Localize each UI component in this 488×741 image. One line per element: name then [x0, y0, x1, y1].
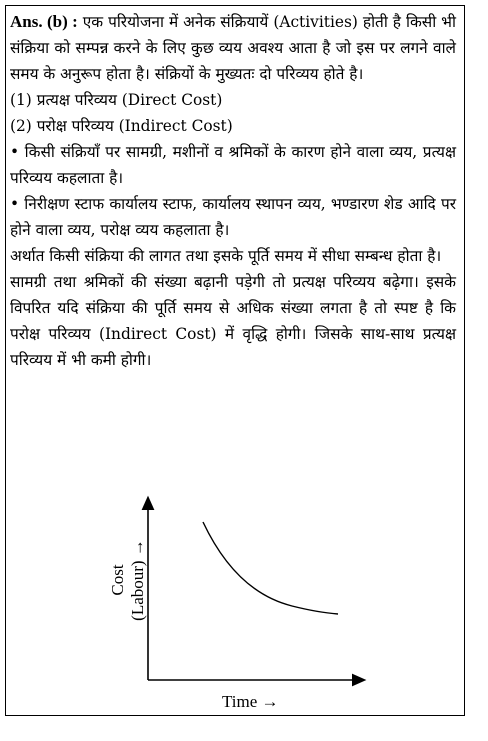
paragraph-intro: [10, 9, 456, 87]
paragraph-relation: अर्थात किसी संक्रिया की लागत तथा इसके पूर्ति समय में सीधा सम्बन्ध होता है।: [10, 247, 442, 265]
x-axis-label: Time →: [222, 692, 279, 711]
intro-text: एक परियोजना में अनेक संक्रियायें (Activities) होती है किसी भी संक्रिया को सम्पन्न करने के लिए कुछ व्यय अवश्य आता है जो इस पर लगने वाले समय के अनुरूप होता है। संक्रियों के मुख्यतः दो परिव्यय होते है।: [10, 13, 456, 83]
answer-label: Ans. (b) :: [10, 12, 78, 31]
cost-time-graph: [0, 480, 488, 736]
y-axis-label-text: [108, 539, 148, 621]
y-axis-label-line2: (Labour) →: [128, 539, 147, 621]
bullet-indirect-cost: • निरीक्षण स्टाफ कार्यालय स्टाफ, कार्यालय स्थापन व्यय, भण्डारण शेड आदि पर होने वाला व्यय, परोक्ष व्यय कहलाता है।: [10, 195, 456, 239]
list-item-indirect-cost: (2) परोक्ष परिव्यय (Indirect Cost): [10, 117, 233, 135]
paragraph-conclusion: सामग्री तथा श्रमिकों की संख्या बढ़ानी पड़ेगी तो प्रत्यक्ष परिव्यय बढ़ेगा। इसके विपरित यदि संक्रिया की पूर्ति समय से अधिक संख्या लगता है तो स्पष्ट है कि परोक्ष परिव्यय (Indirect Cost) में वृद्धि होगी। जिसके साथ-साथ प्रत्यक्ष परिव्यय में भी कमी होगी।: [10, 273, 456, 369]
bullet-direct-cost: • किसी संक्रियाँ पर सामग्री, मशीनों व श्रमिकों के कारण होने वाला व्यय, प्रत्यक्ष परिव्यय कहलाता है।: [10, 143, 456, 187]
y-axis-label: [98, 480, 178, 680]
answer-text: [10, 9, 456, 373]
cost-curve: [203, 522, 338, 614]
y-axis-label-line1: Cost: [108, 564, 127, 596]
list-item-direct-cost: (1) प्रत्यक्ष परिव्यय (Direct Cost): [10, 91, 223, 109]
